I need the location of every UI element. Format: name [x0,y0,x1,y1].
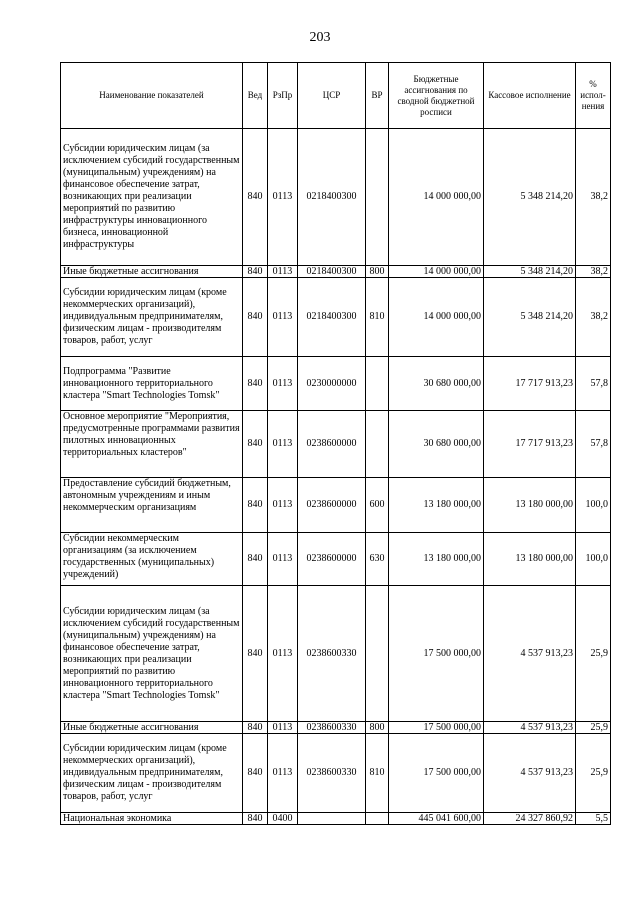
row-cash: 5 348 214,20 [484,129,576,266]
header-ved: Вед [243,63,268,129]
row-cash: 4 537 913,23 [484,734,576,813]
row-budget: 13 180 000,00 [389,533,484,586]
row-vr: 810 [366,734,389,813]
row-vr: 800 [366,722,389,734]
row-rzpr: 0113 [268,722,298,734]
row-ved: 840 [243,478,268,533]
table-row [61,586,611,722]
row-vr: 600 [366,478,389,533]
row-rzpr: 0113 [268,734,298,813]
row-vr [366,813,389,825]
header-cash: Кассовое исполнение [484,63,576,129]
row-budget: 17 500 000,00 [389,722,484,734]
row-pct: 5,5 [576,813,611,825]
table-row [61,813,611,825]
row-cash: 4 537 913,23 [484,586,576,722]
header-budget: Бюджетные ассигнования по сводной бюджетной росписи [389,63,484,129]
row-rzpr: 0113 [268,411,298,478]
row-name: Иные бюджетные ассигнования [61,266,243,278]
table-row [61,478,611,533]
page-number: 203 [309,30,331,45]
row-cash: 5 348 214,20 [484,278,576,357]
row-cash: 17 717 913,23 [484,357,576,411]
row-csr: 0218400300 [298,129,366,266]
row-name: Субсидии юридическим лицам (кроме некоммерческих организаций), индивидуальным предпринимателям, физическим лицам - производителям товаров, работ, услуг [61,734,243,813]
row-pct: 38,2 [576,129,611,266]
row-csr: 0238600000 [298,478,366,533]
row-vr [366,357,389,411]
row-rzpr: 0113 [268,533,298,586]
row-pct: 25,9 [576,586,611,722]
row-cash: 13 180 000,00 [484,533,576,586]
row-budget: 17 500 000,00 [389,734,484,813]
row-pct: 100,0 [576,533,611,586]
row-csr: 0218400300 [298,266,366,278]
row-budget: 14 000 000,00 [389,129,484,266]
row-pct: 57,8 [576,411,611,478]
row-ved: 840 [243,722,268,734]
row-budget: 14 000 000,00 [389,278,484,357]
row-name [61,478,243,533]
row-name: Иные бюджетные ассигнования [61,722,243,734]
row-pct: 100,0 [576,478,611,533]
row-ved: 840 [243,266,268,278]
row-budget: 445 041 600,00 [389,813,484,825]
row-cash: 13 180 000,00 [484,478,576,533]
table-row [61,722,611,734]
row-rzpr: 0113 [268,357,298,411]
row-rzpr: 0113 [268,129,298,266]
table-row [61,734,611,813]
header-name: Наименование показателей [61,63,243,129]
header-rzpr: РзПр [268,63,298,129]
row-pct: 25,9 [576,722,611,734]
table-row [61,278,611,357]
row-csr: 0238600330 [298,586,366,722]
row-cash: 4 537 913,23 [484,722,576,734]
row-vr [366,586,389,722]
row-name: Подпрограмма "Развитие инновационного территориального кластера "Smart Technologies Tomsk" [61,357,243,411]
row-vr: 630 [366,533,389,586]
table-header-row [61,63,611,129]
row-name: Субсидии юридическим лицам (за исключением субсидий государственным (муниципальным) учреждениям) на финансовое обеспечение затрат, возникающих при реализации мероприятий по развитию инновационного территориального кластера "Smart Technologies Tomsk" [61,586,243,722]
table-row [61,129,611,266]
row-budget: 30 680 000,00 [389,357,484,411]
row-budget: 17 500 000,00 [389,586,484,722]
row-name-text: Основное мероприятие "Мероприятия, предусмотренные программами развития пилотных инновационных территориальных кластеров" [63,411,240,458]
row-ved: 840 [243,586,268,722]
row-rzpr: 0113 [268,266,298,278]
header-vr: ВР [366,63,389,129]
row-rzpr: 0113 [268,478,298,533]
table-row [61,411,611,478]
row-ved: 840 [243,411,268,478]
row-cash: 5 348 214,20 [484,266,576,278]
row-budget: 14 000 000,00 [389,266,484,278]
row-ved: 840 [243,278,268,357]
row-pct: 25,9 [576,734,611,813]
row-cash: 17 717 913,23 [484,411,576,478]
row-pct: 38,2 [576,266,611,278]
row-csr: 0238600330 [298,734,366,813]
row-ved: 840 [243,533,268,586]
row-ved: 840 [243,129,268,266]
row-budget: 13 180 000,00 [389,478,484,533]
row-ved: 840 [243,357,268,411]
row-name: Национальная экономика [61,813,243,825]
header-pct: % испол-нения [576,63,611,129]
row-name: Субсидии юридическим лицам (кроме некоммерческих организаций), индивидуальным предпринимателям, физическим лицам - производителям товаров, работ, услуг [61,278,243,357]
row-ved: 840 [243,813,268,825]
header-csr: ЦСР [298,63,366,129]
row-pct: 57,8 [576,357,611,411]
row-csr [298,813,366,825]
row-csr: 0238600000 [298,533,366,586]
row-ved: 840 [243,734,268,813]
row-name: Субсидии юридическим лицам (за исключением субсидий государственным (муниципальным) учреждениям) на финансовое обеспечение затрат, возникающих при реализации мероприятий по развитию инфраструктуры инновационного бизнеса, инновационной инфраструктуры [61,129,243,266]
row-rzpr: 0400 [268,813,298,825]
row-name-text: Предоставление субсидий бюджетным, автономным учреждениям и иным некоммерческим организациям [63,478,231,513]
row-name-text: Субсидии некоммерческим организациям (за исключением государственных (муниципальных) учреждений) [63,533,215,580]
row-csr: 0238600330 [298,722,366,734]
row-csr: 0218400300 [298,278,366,357]
row-rzpr: 0113 [268,586,298,722]
row-pct: 38,2 [576,278,611,357]
row-rzpr: 0113 [268,278,298,357]
table-row [61,357,611,411]
row-csr: 0230000000 [298,357,366,411]
row-csr: 0238600000 [298,411,366,478]
table-row [61,533,611,586]
row-name [61,533,243,586]
row-vr: 800 [366,266,389,278]
row-cash: 24 327 860,92 [484,813,576,825]
row-name [61,411,243,478]
row-budget: 30 680 000,00 [389,411,484,478]
row-vr [366,129,389,266]
row-vr: 810 [366,278,389,357]
table-row [61,266,611,278]
budget-execution-table [60,62,611,825]
row-vr [366,411,389,478]
